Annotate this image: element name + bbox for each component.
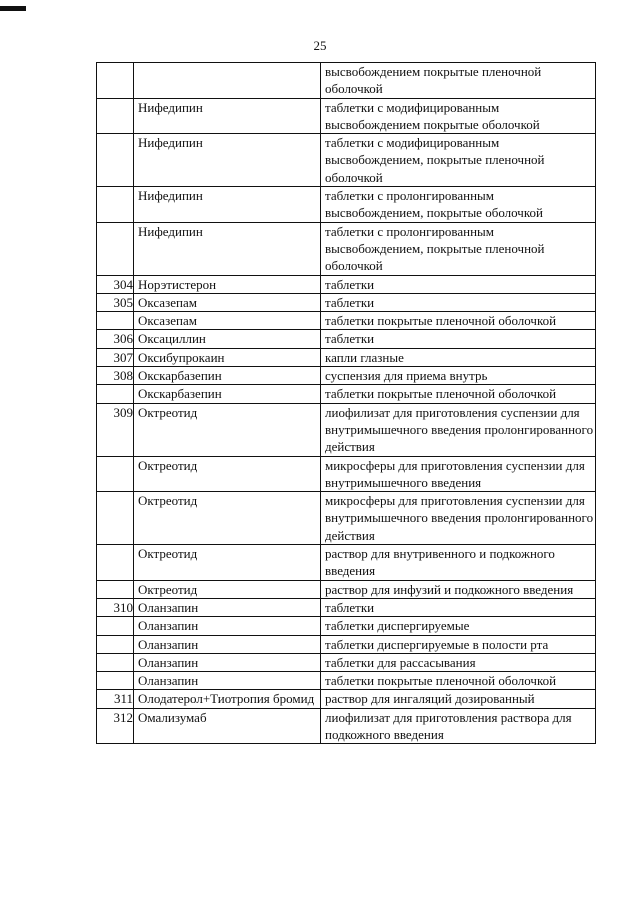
drug-name-cell: Октреотид: [134, 580, 321, 598]
drug-name-cell: Оксибупрокаин: [134, 348, 321, 366]
dosage-form-cell: таблетки: [321, 293, 596, 311]
drug-name-cell: Октреотид: [134, 545, 321, 581]
table-row: [97, 385, 596, 403]
row-number-cell: [97, 653, 134, 671]
row-number-cell: [97, 187, 134, 223]
drug-table: [96, 62, 596, 744]
dosage-form-cell: раствор для ингаляций дозированный: [321, 690, 596, 708]
dosage-form-cell: микросферы для приготовления суспензии для внутримышечного введения: [321, 456, 596, 492]
table-row: [97, 348, 596, 366]
table-body: [97, 63, 596, 744]
dosage-form-cell: таблетки: [321, 598, 596, 616]
dosage-form-cell: лиофилизат для приготовления суспензии для внутримышечного введения пролонгированного действия: [321, 403, 596, 456]
row-number-cell: [97, 312, 134, 330]
row-number-cell: [97, 385, 134, 403]
table-row: [97, 492, 596, 545]
table-row: [97, 598, 596, 616]
dosage-form-cell: высвобождением покрытые пленочной оболочкой: [321, 63, 596, 99]
table-row: [97, 635, 596, 653]
drug-name-cell: Октреотид: [134, 492, 321, 545]
dosage-form-cell: таблетки: [321, 275, 596, 293]
table-row: [97, 367, 596, 385]
drug-name-cell: Оланзапин: [134, 598, 321, 616]
drug-name-cell: Октреотид: [134, 403, 321, 456]
table-row: [97, 456, 596, 492]
row-number-cell: 310: [97, 598, 134, 616]
row-number-cell: 309: [97, 403, 134, 456]
drug-name-cell: [134, 63, 321, 99]
table-row: [97, 708, 596, 744]
dosage-form-cell: таблетки с модифицированным высвобождением, покрытые пленочной оболочкой: [321, 134, 596, 187]
row-number-cell: [97, 456, 134, 492]
row-number-cell: [97, 492, 134, 545]
row-number-cell: [97, 63, 134, 99]
row-number-cell: [97, 545, 134, 581]
row-number-cell: [97, 98, 134, 134]
dosage-form-cell: раствор для внутривенного и подкожного введения: [321, 545, 596, 581]
table-row: [97, 545, 596, 581]
page-number: 25: [313, 38, 327, 53]
row-number-cell: 307: [97, 348, 134, 366]
row-number-cell: 304: [97, 275, 134, 293]
table-row: [97, 690, 596, 708]
corner-mark: [0, 6, 26, 11]
dosage-form-cell: таблетки покрытые пленочной оболочкой: [321, 385, 596, 403]
dosage-form-cell: таблетки: [321, 330, 596, 348]
drug-name-cell: Оланзапин: [134, 635, 321, 653]
table-row: [97, 222, 596, 275]
dosage-form-cell: таблетки диспергируемые: [321, 617, 596, 635]
drug-name-cell: Нифедипин: [134, 98, 321, 134]
dosage-form-cell: таблетки с пролонгированным высвобождением, покрытые пленочной оболочкой: [321, 222, 596, 275]
drug-name-cell: Норэтистерон: [134, 275, 321, 293]
dosage-form-cell: таблетки покрытые пленочной оболочкой: [321, 312, 596, 330]
row-number-cell: 305: [97, 293, 134, 311]
table-row: [97, 617, 596, 635]
dosage-form-cell: микросферы для приготовления суспензии для внутримышечного введения пролонгированного действия: [321, 492, 596, 545]
table-row: [97, 312, 596, 330]
drug-name-cell: Нифедипин: [134, 134, 321, 187]
row-number-cell: [97, 635, 134, 653]
drug-name-cell: Октреотид: [134, 456, 321, 492]
row-number-cell: [97, 222, 134, 275]
drug-name-cell: Окскарбазепин: [134, 367, 321, 385]
drug-name-cell: Оланзапин: [134, 617, 321, 635]
dosage-form-cell: раствор для инфузий и подкожного введения: [321, 580, 596, 598]
table-row: [97, 275, 596, 293]
row-number-cell: 308: [97, 367, 134, 385]
drug-name-cell: Нифедипин: [134, 222, 321, 275]
dosage-form-cell: таблетки с пролонгированным высвобождением, покрытые оболочкой: [321, 187, 596, 223]
dosage-form-cell: таблетки покрытые пленочной оболочкой: [321, 672, 596, 690]
row-number-cell: [97, 617, 134, 635]
drug-name-cell: Оксазепам: [134, 293, 321, 311]
dosage-form-cell: суспензия для приема внутрь: [321, 367, 596, 385]
table-row: [97, 187, 596, 223]
table-row: [97, 330, 596, 348]
table-row: [97, 63, 596, 99]
row-number-cell: [97, 580, 134, 598]
table-row: [97, 134, 596, 187]
dosage-form-cell: лиофилизат для приготовления раствора для подкожного введения: [321, 708, 596, 744]
dosage-form-cell: таблетки для рассасывания: [321, 653, 596, 671]
drug-name-cell: Окскарбазепин: [134, 385, 321, 403]
drug-name-cell: Оксациллин: [134, 330, 321, 348]
row-number-cell: 306: [97, 330, 134, 348]
table-row: [97, 98, 596, 134]
drug-name-cell: Нифедипин: [134, 187, 321, 223]
drug-name-cell: Олодатерол+Тиотропия бромид: [134, 690, 321, 708]
dosage-form-cell: таблетки с модифицированным высвобождением покрытые оболочкой: [321, 98, 596, 134]
drug-name-cell: Омализумаб: [134, 708, 321, 744]
table-row: [97, 653, 596, 671]
table-row: [97, 580, 596, 598]
drug-name-cell: Оланзапин: [134, 672, 321, 690]
dosage-form-cell: таблетки диспергируемые в полости рта: [321, 635, 596, 653]
drug-name-cell: Оланзапин: [134, 653, 321, 671]
row-number-cell: 312: [97, 708, 134, 744]
table-row: [97, 672, 596, 690]
row-number-cell: [97, 134, 134, 187]
dosage-form-cell: капли глазные: [321, 348, 596, 366]
drug-name-cell: Оксазепам: [134, 312, 321, 330]
table-row: [97, 293, 596, 311]
table-row: [97, 403, 596, 456]
row-number-cell: [97, 672, 134, 690]
row-number-cell: 311: [97, 690, 134, 708]
